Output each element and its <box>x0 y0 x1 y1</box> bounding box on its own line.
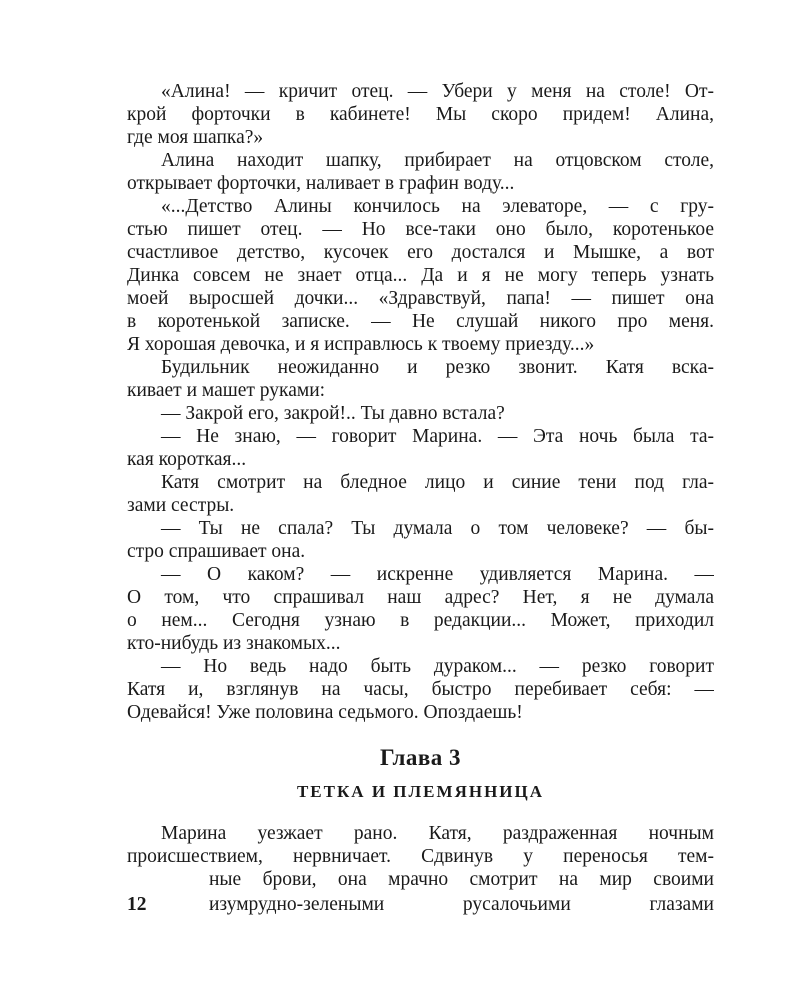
text-line: Я хорошая девочка, и я исправлюсь к твоему приезду...» <box>127 334 595 355</box>
chapter-subtitle: ТЕТКА И ПЛЕМЯННИЦА <box>296 782 545 801</box>
text-line: Динка совсем не знает отца... Да и я не могу теперь узнать <box>127 265 714 286</box>
text-line: Катя и, взглянув на часы, быстро перебивает себя: — <box>127 679 714 700</box>
text-line: происшествием, нервничает. Сдвинув у переносья тем- <box>127 846 714 867</box>
text-line: о нем... Сегодня узнаю в редакции... Может, приходил <box>127 610 714 631</box>
body-text <box>127 80 714 724</box>
text-line: «Алина! — кричит отец. — Убери у меня на столе! От- <box>161 81 714 102</box>
text-line: кая короткая... <box>127 449 247 470</box>
chapter-text <box>127 822 714 891</box>
text-line: кто-нибудь из знакомых... <box>127 633 341 654</box>
text-line: кивает и машет руками: <box>127 380 326 401</box>
text-line: О том, что спрашивал наш адрес? Нет, я не думала <box>127 587 714 608</box>
text-line: — Ты не спала? Ты думала о том человеке? — бы- <box>161 518 714 539</box>
text-line: Одевайся! Уже половина седьмого. Опоздаешь! <box>127 702 523 723</box>
text-line: Алина находит шапку, прибирает на отцовском столе, <box>161 150 714 171</box>
text-line: Катя смотрит на бледное лицо и синие тени под гла- <box>161 472 714 493</box>
text-line: — Не знаю, — говорит Марина. — Эта ночь была та- <box>161 426 714 447</box>
text-line: изумрудно-зелеными русалочьими глазами <box>209 894 714 915</box>
text-line: зами сестры. <box>127 495 235 516</box>
text-line: Будильник неожиданно и резко звонит. Катя вска- <box>161 357 714 378</box>
text-line: моей выросшей дочки... «Здравствуй, папа! — пишет она <box>127 288 714 309</box>
text-line: — Закрой его, закрой!.. Ты давно встала? <box>161 403 505 424</box>
text-line: в коротенькой записке. — Не слушай никого про меня. <box>127 311 714 332</box>
chapter-title: Глава 3 <box>379 745 462 770</box>
text-line: стро спрашивает она. <box>127 541 306 562</box>
text-line: ные брови, она мрачно смотрит на мир своими <box>209 869 714 890</box>
text-line: Марина уезжает рано. Катя, раздраженная ночным <box>161 823 714 844</box>
text-line: где моя шапка?» <box>127 127 264 148</box>
text-line: — Но ведь надо быть дураком... — резко говорит <box>161 656 714 677</box>
text-line: счастливое детство, кусочек его достался и Мышке, а вот <box>127 242 714 263</box>
text-line: стью пишет отец. — Но все-таки оно было, коротенькое <box>127 219 714 240</box>
text-line: открывает форточки, наливает в графин воду... <box>127 173 515 194</box>
page-number: 12 <box>127 894 147 915</box>
page-footer <box>127 893 714 916</box>
text-line: крой форточки в кабинете! Мы скоро придем! Алина, <box>127 104 714 125</box>
text-line: «...Детство Алины кончилось на элеваторе, — с гру- <box>161 196 714 217</box>
text-line: — О каком? — искренне удивляется Марина. — <box>161 564 714 585</box>
